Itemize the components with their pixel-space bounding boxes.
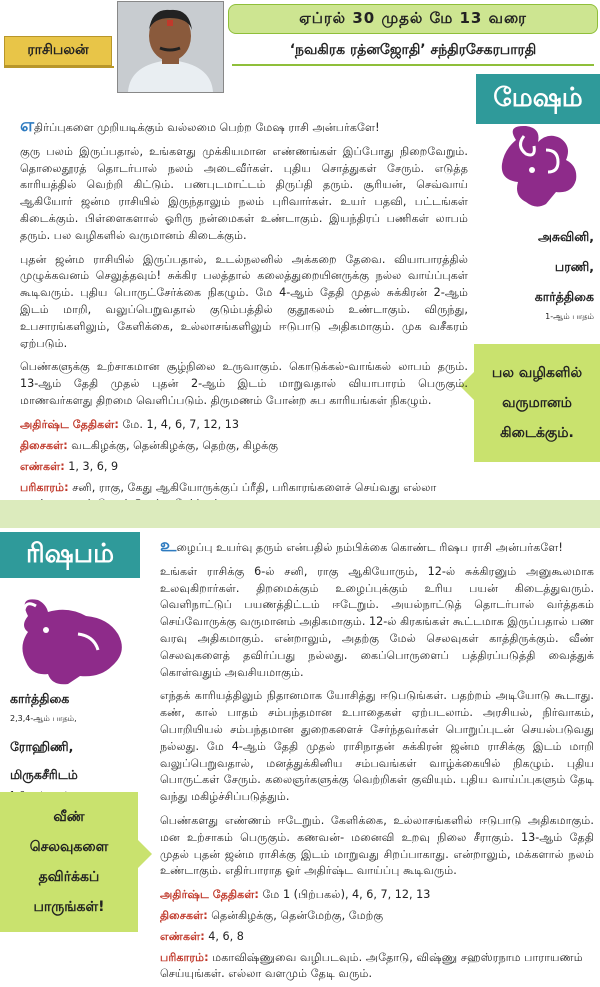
mesham-ram-icon — [486, 120, 596, 216]
nakshatra-pada: 1-ஆம் பாதம் — [545, 312, 594, 321]
nakshatra-name: கார்த்திகை — [534, 289, 594, 304]
rishabam-nakshatras — [10, 690, 140, 804]
lucky-dates-value: மே. 1, 4, 6, 7, 12, 13 — [122, 417, 240, 431]
nakshatra-name: பரணி, — [554, 259, 594, 274]
nakshatra-name: அசுவினி, — [538, 229, 594, 244]
numbers-value: 1, 3, 6, 9 — [68, 459, 119, 473]
rishabam-body — [160, 535, 594, 987]
lucky-dates-label: அதிர்ஷ்ட தேதிகள்: — [20, 417, 119, 431]
lucky-dates — [20, 417, 468, 433]
mesham-callout: பல வழிகளில் வருமானம் கிடைக்கும். — [474, 344, 600, 462]
directions — [20, 438, 468, 454]
nakshatra-name: ரோஹிணி, — [10, 739, 74, 754]
mesham-body — [20, 115, 468, 517]
remedy — [160, 950, 594, 982]
lucky-dates-label: அதிர்ஷ்ட தேதிகள்: — [160, 888, 259, 902]
numbers-label: எண்கள்: — [20, 459, 65, 473]
body-paragraph: பெண்களுக்கு உற்சாகமான சூழ்நிலை உருவாகும். கொடுக்கல்-வாங்கல் லாபம் தரும். 13-ஆம் தேதி முதல் புதன் 2-ஆம் இடம் மாறுவதால் வியாபாரம் பெருகும். மாணவர்களது திறமை வெளிப்படும். திருமணம் போன்ற சுப காரியங்கள் நிகழும். — [20, 360, 468, 407]
directions-label: திசைகள்: — [160, 909, 208, 923]
divider — [4, 66, 114, 68]
body-paragraph: உங்கள் ராசிக்கு 6-ல் சனி, ராகு ஆகியோரும், 12-ல் சுக்கிரனும் அனுகூலமாக உலவுகிறார்கள். திறமைக்கும் உழைப்புக்கும் உரிய பயன் கிடைத்துவரும். வெளிநாட்டுப் பயணத்திட்டம் ஈடேறும். அயல்நாட்டுத் தொடர்பால் வர்த்தகம் செய்வோருக்கு வருமானம் அதிகமாகும். 12-ல் கிரகங்கள் கூட்டமாக இருப்பதால் பண வரவு அதிகமாகும். என்றாலும், அதற்கு மேல் செலவுகள் காத்திருக்கும். வீண் செலவுகளைத் தவிர்ப்பது நல்லது. கைப்பொருளைப் பத்திரப்படுத்தி வைத்துக் கொள்வதும் அவசியமாகும். — [160, 564, 594, 679]
numbers — [160, 929, 594, 945]
nakshatra-name: கார்த்திகை — [10, 691, 70, 706]
rishabam-bull-icon — [8, 586, 138, 686]
directions-value: வடகிழக்கு, தென்கிழக்கு, தெற்கு, கிழக்கு — [71, 438, 279, 452]
section-separator — [0, 500, 600, 528]
author-name: ‘நவகிரக ரத்னஜோதி’ சந்திரசேகரபாரதி — [232, 38, 594, 66]
intro-paragraph: உழைப்பு உயர்வு தரும் என்பதில் நம்பிக்கை கொண்ட ரிஷப ராசி அன்பர்களே! — [160, 535, 563, 556]
intro-paragraph: எதிர்ப்புகளை முறியடிக்கும் வல்லமை பெற்ற மேஷ ராசி அன்பர்களே! — [20, 115, 380, 136]
directions-value: தென்கிழக்கு, தென்மேற்கு, மேற்கு — [211, 909, 384, 923]
remedy-label: பரிகாரம்: — [160, 951, 209, 965]
callout-pointer — [138, 840, 152, 868]
body-paragraph: புதன் ஜன்ம ராசியில் இருப்பதால், உடல்நலனில் அக்கறை தேவை. வியாபாரத்தில் முழுக்கவனம் செலுத்தவும்! சுக்கிர பலத்தால் கலைத்துறையினருக்கு நல்ல வாய்ப்புகள் கூடிவரும். புதிய பொருட்சேர்க்கை நிகழும். மே 4-ஆம் தேதி முதல் சுக்கிரன் 2-ஆம் இடம் மாறி, வலுப்பெறுவதால் குடும்பத்தில் குதூகலம் உண்டாகும். விருந்து, உபசாரங்களிலும், கேளிக்கை, உல்லாசங்களிலும் ஈடுபாடு அதிகமாகும். முக வசீகரம் ஏற்படும். — [20, 252, 468, 350]
remedy-value: சனி, ராகு, கேது ஆகியோருக்குப் ப்ரீதி, பரிகாரங்களைச் செய்வது எல்லா — [72, 480, 437, 494]
rishabam-callout: வீண் செலவுகளை தவிர்க்கப் பாருங்கள்! — [0, 792, 138, 932]
numbers — [20, 459, 468, 475]
sign-title-mesham: மேஷம் — [476, 74, 600, 124]
date-range-banner: ஏப்ரல் 30 முதல் மே 13 வரை — [228, 4, 598, 34]
body-paragraph: பெண்களது எண்ணம் ஈடேறும். கேளிக்கை, உல்லாசங்களில் ஈடுபாடு அதிகமாகும். மன உற்சாகம் பெருகும். கணவன்- மனைவி உறவு நிலை சீராகும். 13-ஆம் தேதி முதல் புதன் ஜன்ம ராசிக்கு இடம் மாறுவது சிறப்பாகாது. என்றாலும், மக்களால் நலம் உண்டாகும். எதிர்பாராத ஓர் அதிர்ஷ்ட வாய்ப்பு கூடிவரும். — [160, 813, 594, 878]
mesham-nakshatras — [476, 228, 594, 326]
author-photo — [117, 1, 224, 93]
body-paragraph: எந்தக் காரியத்திலும் நிதானமாக யோசித்து ஈடுபடுங்கள். பதற்றம் அடியோடு கூடாது. கண், கால் பாதம் சம்பந்தமான உபாதைகள் ஏற்படலாம். அரசியல், நிர்வாகம், பொறியியல் சம்பந்தமான துறைகளைச் சேர்ந்தவர்கள் பொறுப்புடன் செயல்படுவது நல்லது. மே 4-ஆம் தேதி முதல் ராசிநாதன் சுக்கிரன் ஜன்ம ராசிக்கு இடம் மாறி வலுப்பெறுவதால், மனத்துக்கினிய சம்பவங்கள் வாழ்க்கையில் நிகழும். புதிய பொருட்கள் சேரும். கலைஞர்களுக்கு வெற்றிகள் குவியும். புதிய வாய்ப்புகளும் தேடி வந்து மகிழ்ச்சிப்படுத்தும். — [160, 689, 594, 804]
numbers-value: 4, 6, 8 — [208, 930, 244, 944]
nakshatra-name: மிருகசீரிடம் — [10, 767, 78, 782]
numbers-label: எண்கள்: — [160, 930, 205, 944]
directions — [160, 908, 594, 924]
remedy-value: மகாவிஷ்ணுவை வழிபடவும். அதோடு, விஷ்ணு சஹஸ்ரநாம பாராயணம் செய்யுங்கள். எல்லா வளமும் தேடி வரும். — [160, 951, 583, 981]
directions-label: திசைகள்: — [20, 438, 68, 452]
remedy-label: பரிகாரம்: — [20, 480, 69, 494]
nakshatra-pada: 2,3,4-ஆம் பாதம், — [10, 714, 77, 723]
author-portrait-icon — [118, 2, 223, 92]
lucky-dates — [160, 887, 594, 903]
sign-title-rishabam: ரிஷபம் — [0, 532, 140, 578]
lucky-dates-value: மே 1 (பிற்பகல்), 4, 6, 7, 12, 13 — [262, 888, 431, 902]
body-paragraph: குரு பலம் இருப்பதால், உங்களது முக்கியமான எண்ணங்கள் இப்போது நிறைவேறும். தொலைதூரத் தொடர்பால் நலம் அடைவீர்கள். புதிய சொத்துகள் சேரும். எடுத்த காரியத்தில் வெற்றி கிட்டும். பணபுடமாட்டம் திருப்தி தரும். சூரியன், செவ்வாய் ஆகியோர் ஜன்ம ராசியில் இருந்தாலும் நலம் புரிவார்கள். உயர் பதவி, பட்டங்கள் கிடைக்கும். பிள்ளைகளால் ஓரிரு நன்மைகள் உண்டாகும். இயந்திரப் பணிகள் லாபம் தரும். பல வழிகளில் வருமானம் கிடைக்கும். — [20, 144, 468, 242]
section-label: ராசிபலன் — [4, 36, 112, 66]
